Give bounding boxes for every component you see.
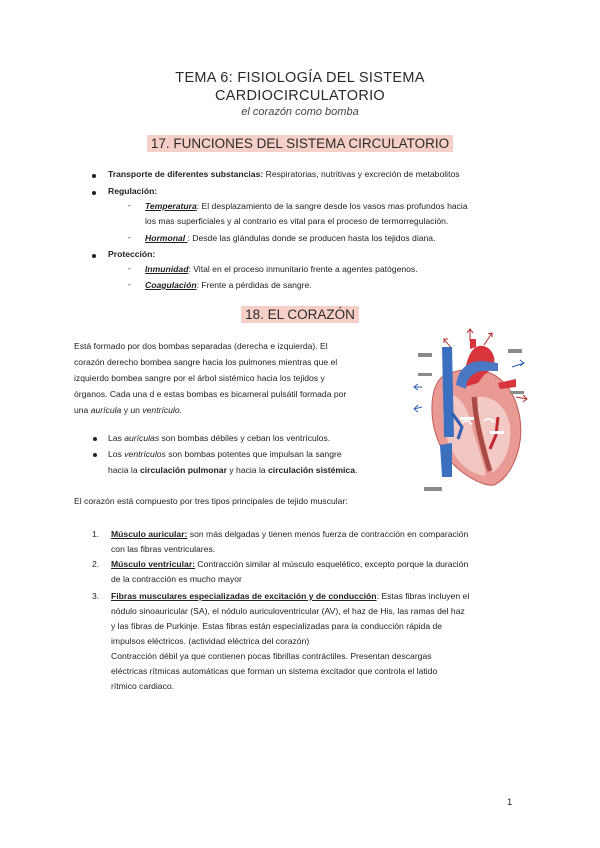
text-transporte: Respiratorias, nutritivas y excreción de metabolitos xyxy=(263,169,460,179)
label-coagulacion: Coagulación xyxy=(145,280,197,290)
section-18-heading xyxy=(0,307,600,322)
paragraph-1-line-2: corazón derecho bombea sangre hacia los pulmones mientras que el xyxy=(74,357,338,367)
list-item-regulacion xyxy=(108,184,157,199)
dash-icon: - xyxy=(128,279,131,289)
text-fibras-2: nódulo sinoauricular (SA), el nódulo auriculoventricular (AV), el haz de His, las ramas del haz xyxy=(111,606,465,616)
text-temperatura-2: los mas superficiales y al contrario es vital para el proceso de termorregulación. xyxy=(145,216,449,226)
text-fragment: son bombas potentes que impulsan la sangre xyxy=(165,449,342,459)
text-fragment: : Estas fibras incluyen el xyxy=(376,591,470,601)
label-transporte: Transporte de diferentes substancias: xyxy=(108,169,264,179)
dash-icon: - xyxy=(128,200,131,210)
list-item-fibras-especializadas xyxy=(111,589,469,604)
text-fragment: Las xyxy=(108,433,125,443)
text-hormonal: : Desde las glándulas donde se producen hasta los tejidos diana. xyxy=(187,233,436,243)
list-item-proteccion xyxy=(108,247,155,262)
term-ventriculos: ventrículos xyxy=(124,449,166,459)
label-inmunidad: Inmunidad xyxy=(145,264,189,274)
list-item-temperatura xyxy=(145,199,468,214)
bullet-icon xyxy=(93,437,97,441)
text-fragment: Los xyxy=(108,449,125,459)
document-title-line1: TEMA 6: FISIOLOGÍA DEL SISTEMA xyxy=(175,70,425,86)
paragraph-1-line-4: órganos. Cada una d e estas bombas es bicameral pulsátil formada por xyxy=(74,389,347,399)
text-fibras-5: Contracción débil ya que contienen pocas fibrillas contráctiles. Presentan descargas xyxy=(111,651,432,661)
bullet-icon xyxy=(93,453,97,457)
term-ventriculo: ventrículo xyxy=(142,405,180,415)
label-fibras-especializadas: Fibras musculares especializadas de excitación y de conducción xyxy=(111,591,377,601)
section-18-heading-text: 18. EL CORAZÓN xyxy=(241,306,359,323)
paragraph-1-line-1: Está formado por dos bombas separadas (derecha e izquierda). El xyxy=(74,341,328,351)
paragraph-2: El corazón está compuesto por tres tipos principales de tejido muscular: xyxy=(74,496,348,506)
list-item-musculo-ventricular xyxy=(111,557,468,572)
section-17-heading xyxy=(0,136,600,151)
label-musculo-auricular: Músculo auricular: xyxy=(111,529,188,539)
list-number-3: 3. xyxy=(92,591,100,601)
bullet-icon xyxy=(92,254,96,258)
label-musculo-ventricular: Músculo ventricular: xyxy=(111,559,196,569)
text-fragment: y un xyxy=(121,405,143,415)
text-temperatura-1: : El desplazamiento de la sangre desde los vasos mas profundos hacia xyxy=(196,201,468,211)
list-item-coagulacion xyxy=(145,278,312,293)
text-fragment: . xyxy=(179,405,182,415)
list-item-auriculas xyxy=(108,431,330,446)
label-regulacion: Regulación: xyxy=(108,186,158,196)
text-musculo-auricular-2: con las fibras ventriculares. xyxy=(111,544,216,554)
list-item-inmunidad xyxy=(145,262,418,277)
text-coagulacion: : Frente a pérdidas de sangre. xyxy=(196,280,312,290)
paragraph-1-line-3: izquierdo bombea sangre por el árbol sistémico hacia los tejidos y xyxy=(74,373,325,383)
dash-icon: - xyxy=(128,232,131,242)
term-circulacion-sistemica: circulación sistémica xyxy=(268,465,355,475)
document-title-line2: CARDIOCIRCULATORIO xyxy=(214,88,386,104)
label-hormonal: Hormonal xyxy=(145,233,188,243)
term-auricula: aurícula xyxy=(90,405,122,415)
label-proteccion: Protección: xyxy=(108,249,156,259)
text-fragment: una xyxy=(74,405,91,415)
text-fragment: son más delgadas y tienen menos fuerza de contracción en comparación xyxy=(187,529,469,539)
text-fragment: hacia la xyxy=(108,465,141,475)
page-number: 1 xyxy=(507,797,513,808)
text-fibras-6: eléctricas rítmicas automáticas que forman un sistema excitador que controla el latido xyxy=(111,666,438,676)
dash-icon: - xyxy=(128,263,131,273)
text-fragment: Contracción similar al músculo esquelético, excepto porque la duración xyxy=(195,559,469,569)
term-circulacion-pulmonar: circulación pulmonar xyxy=(140,465,227,475)
text-fibras-4: impulsos eléctricos. (actividad eléctrica del corazón) xyxy=(111,636,310,646)
list-item-ventriculos-cont xyxy=(108,463,357,478)
document-subtitle: el corazón como bomba xyxy=(241,106,359,118)
bullet-icon xyxy=(92,174,96,178)
label-temperatura: Temperatura xyxy=(145,201,197,211)
paragraph-1-line-5 xyxy=(74,403,182,418)
text-fragment: son bombas débiles y ceban los ventrículos. xyxy=(159,433,331,443)
bullet-icon xyxy=(92,191,96,195)
list-number-1: 1. xyxy=(92,529,100,539)
list-number-2: 2. xyxy=(92,559,100,569)
text-musculo-ventricular-2: de la contracción es mucho mayor xyxy=(111,574,242,584)
section-17-heading-text: 17. FUNCIONES DEL SISTEMA CIRCULATORIO xyxy=(147,135,453,152)
list-item-hormonal xyxy=(145,231,435,246)
text-inmunidad: : Vital en el proceso inmunitario frente a agentes patógenos. xyxy=(188,264,418,274)
term-auriculas: aurículas xyxy=(124,433,160,443)
text-fibras-3: y las fibras de Purkinje. Estas fibras están especializadas para la conducción rápida de xyxy=(111,621,443,631)
list-item-ventriculos xyxy=(108,447,342,462)
text-fragment: . xyxy=(354,465,358,475)
text-fibras-7: rítmico cardiaco. xyxy=(111,681,175,691)
text-fragment: y hacia la xyxy=(226,465,269,475)
list-item-musculo-auricular xyxy=(111,527,468,542)
heart-diagram-image xyxy=(412,327,532,497)
list-item-transporte xyxy=(108,167,460,182)
